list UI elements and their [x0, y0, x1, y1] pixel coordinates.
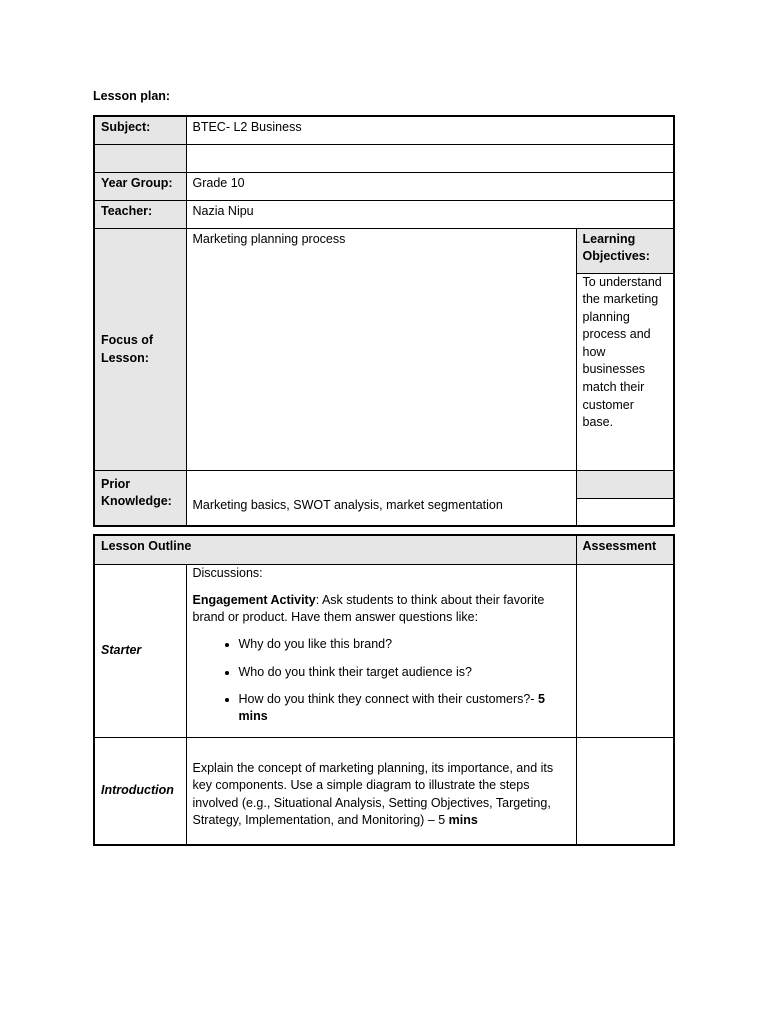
starter-content [186, 564, 576, 737]
year-group-value: Grade 10 [186, 172, 674, 200]
blank-value-cell [186, 144, 674, 172]
focus-value: Marketing planning process [186, 228, 576, 470]
prior-row-top [94, 470, 674, 498]
introduction-assessment [576, 737, 674, 845]
list-item: • Who do you think their target audience is? [239, 664, 570, 682]
list-item: • Why do you like this brand? [239, 636, 570, 654]
focus-row-top [94, 228, 674, 273]
prior-value: Marketing basics, SWOT analysis, market segmentation [186, 470, 576, 526]
page-title: Lesson plan: [93, 89, 171, 103]
teacher-value: Nazia Nipu [186, 200, 674, 228]
bullet-text: How do you think they connect with their customers?- [238, 691, 535, 706]
engagement-activity [193, 592, 570, 627]
lesson-info-table [93, 115, 675, 527]
year-group-row [94, 172, 674, 200]
introduction-text: Explain the concept of marketing planning, its importance, and its key components. Use a simple diagram to illustrate the steps involved (e.g., Situational Analysis, Setting Objectives, Targeting, Strategy, Implementation, and Monitoring) – 5 [192, 760, 554, 828]
prior-blank-cell [576, 498, 674, 526]
subject-value: BTEC- L2 Business [186, 116, 674, 144]
outline-header-row [94, 535, 674, 564]
starter-time: 5 mins [238, 691, 545, 724]
year-group-label: Year Group: [94, 172, 186, 200]
starter-row [94, 564, 674, 737]
prior-label: Prior Knowledge: [94, 470, 186, 526]
starter-intro: Discussions: [192, 565, 263, 580]
prior-gray-cell [576, 470, 674, 498]
blank-label-cell [94, 144, 186, 172]
introduction-content [186, 737, 576, 845]
subject-label: Subject: [94, 116, 186, 144]
introduction-row [94, 737, 674, 845]
question-list [193, 636, 570, 726]
teacher-label: Teacher: [94, 200, 186, 228]
objectives-label: Learning Objectives: [576, 228, 674, 273]
blank-row [94, 144, 674, 172]
starter-label: Starter [94, 564, 186, 737]
subject-row [94, 116, 674, 144]
lesson-outline-table [93, 534, 675, 846]
focus-label: Focus of Lesson: [94, 228, 186, 470]
activity-title: Engagement Activity [192, 592, 316, 607]
list-item [239, 691, 570, 726]
lesson-outline-header: Lesson Outline [94, 535, 576, 564]
teacher-row [94, 200, 674, 228]
starter-assessment [576, 564, 674, 737]
objectives-value: To understand the marketing planning process and how businesses match their customer base. [576, 273, 674, 470]
introduction-label: Introduction [94, 737, 186, 845]
introduction-time: mins [448, 813, 478, 828]
activity-text: : Ask students to think about their favorite brand or product. Have them answer questions like: [192, 592, 545, 625]
assessment-header: Assessment [576, 535, 674, 564]
